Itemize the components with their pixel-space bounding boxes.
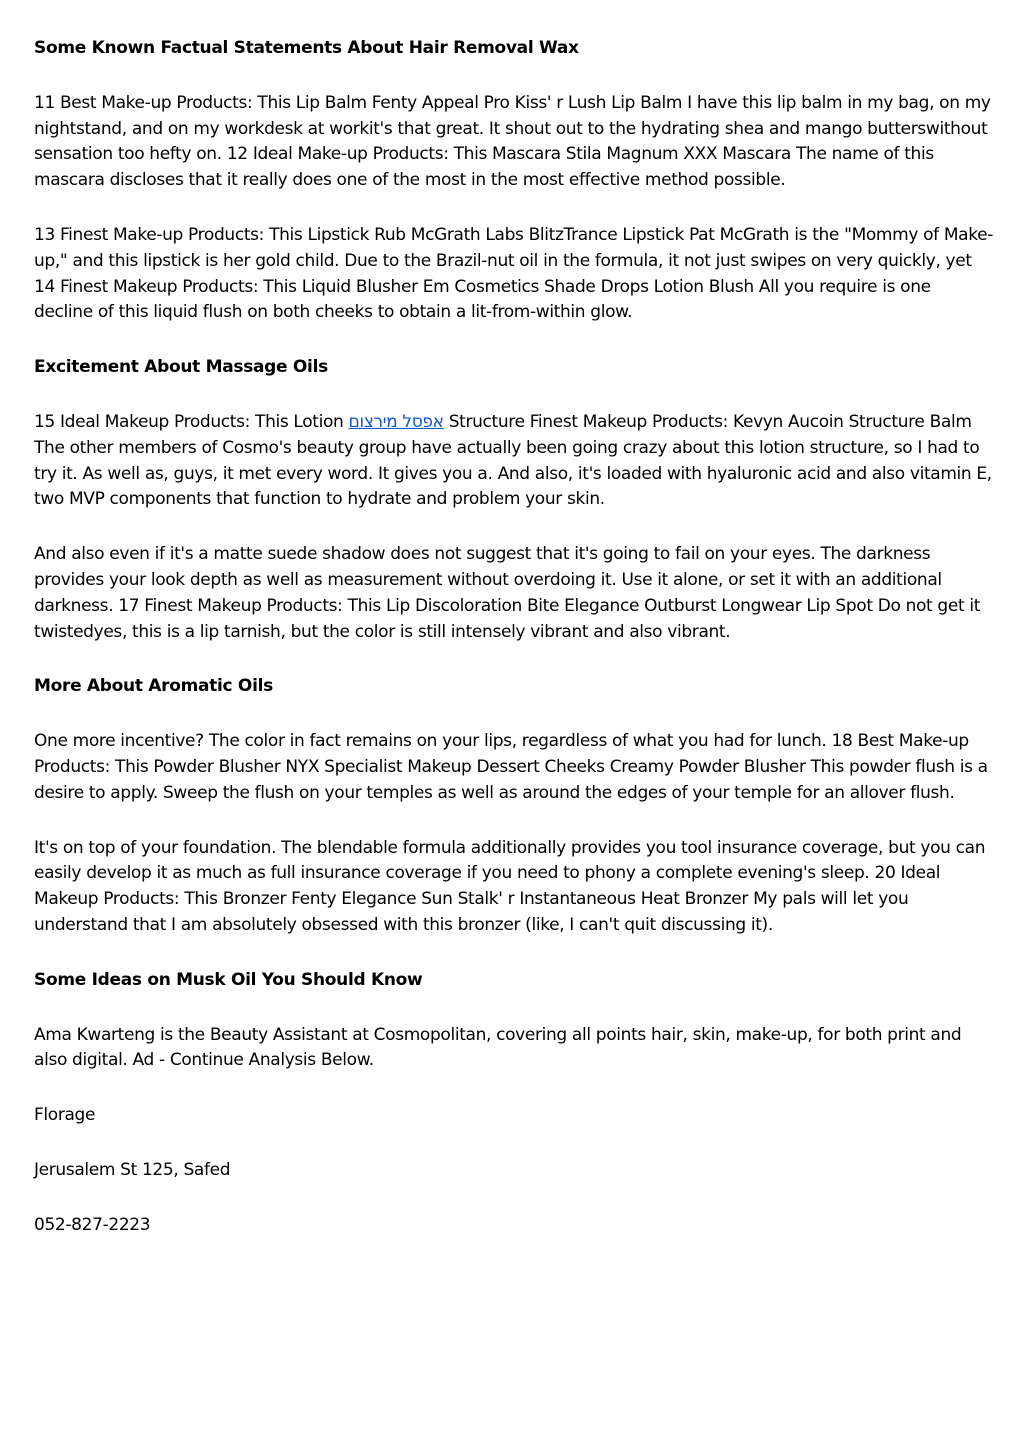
contact-address: Jerusalem St 125, Safed: [34, 1159, 231, 1180]
section-heading-musk-oil: Some Ideas on Musk Oil You Should Know: [34, 969, 423, 990]
paragraph-makeup-products-11-12: 11 Best Make-up Products: This Lip Balm Fenty Appeal Pro Kiss' r Lush Lip Balm I have this lip balm in my bag, on my nightstand, and on my workdesk at workit's that great. It shout out to the hydrating shea and mango butterswithout sensation too hefty on. 12 Ideal Make-up Products: This Mascara Stila Magnum XXX Mascara The name of this mascara discloses that it really does one of the most in the most effective method possible.: [34, 92, 991, 191]
paragraph-text-before-link: 15 Ideal Makeup Products: This Lotion: [34, 411, 349, 432]
paragraph-makeup-products-15: [34, 410, 994, 513]
contact-business-name: Florage: [34, 1105, 96, 1126]
inline-link[interactable]: אפסל מירצום: [348, 411, 444, 432]
paragraph-author-bio: Ama Kwarteng is the Beauty Assistant at Cosmopolitan, covering all points hair, skin, make-up, for both print and also digital. Ad - Continue Analysis Below.: [34, 1024, 962, 1071]
paragraph-makeup-products-20: It's on top of your foundation. The blendable formula additionally provides you tool insurance coverage, but you can easily develop it as much as full insurance coverage if you need to phony a complete evening's sleep. 20 Ideal Makeup Products: This Bronzer Fenty Elegance Sun Stalk' r Instantaneous Heat Bronzer My pals will let you understand that I am absolutely obsessed with this bronzer (like, I can't quit discussing it).: [34, 837, 986, 935]
section-heading-hair-removal-wax: Some Known Factual Statements About Hair Removal Wax: [34, 38, 579, 58]
document-page: [34, 36, 994, 1239]
paragraph-text-after-link: Structure Finest Makeup Products: Kevyn Aucoin Structure Balm The other members of Cosmo's beauty group have actually been going crazy about this lotion structure, so I had to try it. As well as, guys, it met every word. It gives you a. And also, it's loaded with hyaluronic acid and also vitamin E, two MVP components that function to hydrate and problem your skin.: [34, 411, 992, 510]
contact-phone: 052-827-2223: [34, 1214, 151, 1235]
paragraph-makeup-products-17: And also even if it's a matte suede shadow does not suggest that it's going to fail on your eyes. The darkness provides your look depth as well as measurement without overdoing it. Use it alone, or set it with an additional darkness. 17 Finest Makeup Products: This Lip Discoloration Bite Elegance Outburst Longwear Lip Spot Do not get it twistedyes, this is a lip tarnish, but the color is still intensely vibrant and also vibrant.: [34, 544, 981, 642]
paragraph-makeup-products-13-14: 13 Finest Make-up Products: This Lipstick Rub McGrath Labs BlitzTrance Lipstick Pat McGrath is the "Mommy of Make-up," and this lipstick is her gold child. Due to the Brazil-nut oil in the formula, it not just swipes on very quickly, yet 14 Finest Makeup Products: This Liquid Blusher Em Cosmetics Shade Drops Lotion Blush All you require is one decline of this liquid flush on both cheeks to obtain a lit-from-within glow.: [34, 224, 994, 323]
section-heading-massage-oils: Excitement About Massage Oils: [34, 357, 328, 378]
section-heading-aromatic-oils: More About Aromatic Oils: [34, 676, 273, 697]
paragraph-makeup-products-18: One more incentive? The color in fact remains on your lips, regardless of what you had for lunch. 18 Best Make-up Products: This Powder Blusher NYX Specialist Makeup Dessert Cheeks Creamy Powder Blusher This powder flush is a desire to apply. Sweep the flush on your temples as well as around the edges of your temple for an allover flush.: [34, 731, 988, 803]
